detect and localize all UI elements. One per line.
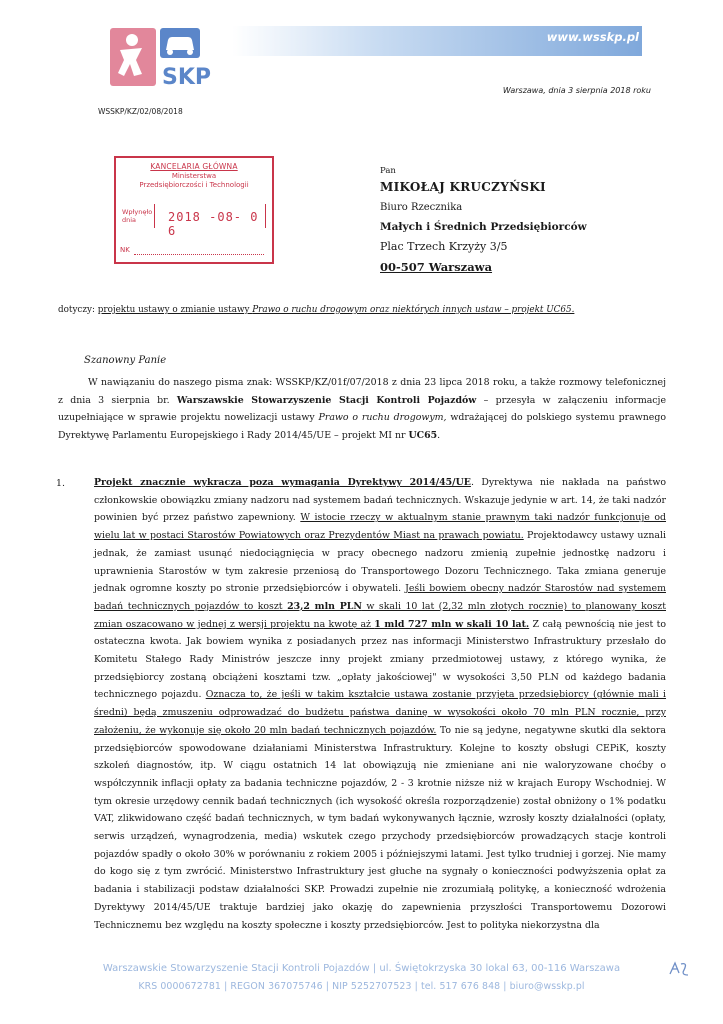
website-link[interactable]: www.wsskp.pl bbox=[546, 30, 639, 44]
reference-number: WSSKP/KZ/02/08/2018 bbox=[98, 107, 183, 116]
point-number: 1. bbox=[56, 478, 65, 489]
stamp-nk: NK bbox=[120, 246, 130, 254]
subject-line bbox=[58, 305, 574, 315]
place-date: Warszawa, dnia 3 sierpnia 2018 roku bbox=[502, 86, 651, 95]
intro-paragraph: W nawiązaniu do naszego pisma znak: WSSKP/KZ/01f/07/2018 z dnia 23 lipca 2018 roku, a także rozmowy telefonicznej z dnia 3 sierpnia br. Warszawskie Stowarzyszenie Stacji Kontroli Pojazdów – przesyła w załączeniu informacje uzupełniające w sprawie projektu nowelizacji ustawy Prawo o ruchu drogowym, wdrażającej do polskiego systemu prawnego Dyrektywę Parlamentu Europejskiego i Rady 2014/45/UE – projekt MI nr UC65. bbox=[58, 377, 667, 441]
addressee-street: Plac Trzech Krzyży 3/5 bbox=[380, 240, 508, 253]
footer-registry: KRS 0000672781 | REGON 367075746 | NIP 5252707523 | tel. 517 676 848 | biuro@wsskp.pl bbox=[138, 981, 585, 992]
footer-address: Warszawskie Stowarzyszenie Stacji Kontroli Pojazdów | ul. Świętokrzyska 30 lokal 63, 00-116 Warszawa bbox=[102, 963, 621, 974]
subject-act: Prawo o ruchu drogowym oraz niektórych innych ustaw – projekt UC65. bbox=[252, 305, 575, 315]
addressee-salutation: Pan bbox=[380, 166, 396, 176]
addressee-name: MIKOŁAJ KRUCZYŃSKI bbox=[380, 180, 546, 194]
subject-title: projektu ustawy o zmianie ustawy bbox=[97, 305, 253, 315]
stamp-nk-line bbox=[134, 254, 264, 255]
stamp-ministry: Ministerstwa bbox=[171, 172, 217, 180]
stamp-received-label: Wpłynęło dnia bbox=[122, 208, 153, 224]
stamp-ministry-name: Przedsiębiorczości i Technologii bbox=[139, 181, 249, 189]
initials-signature bbox=[668, 960, 690, 978]
addressee-city: 00-507 Warszawa bbox=[380, 260, 493, 274]
logo-text: SKP bbox=[162, 65, 212, 90]
stamp-office: KANCELARIA GŁÓWNA bbox=[150, 162, 238, 171]
point-1-paragraph: Projekt znacznie wykracza poza wymagania Dyrektywy 2014/45/UE. Dyrektywa nie nakłada na państwo członkowskie obowiązku zmiany nadzoru nad systemem badań technicznych. Wskazuje jedynie w art. 14, że taki nadzór powinien być przez państwo zapewniony. W istocie rzeczy w aktualnym stanie prawnym taki nadzór funkcjonuje od wielu lat w postaci Starostów Powiatowych oraz Prezydentów Miast na prawach powiatu. Projektodawcy ustawy uznali jednak, że zamiast usunąć niedociągnięcia w pracy obecnego nadzoru zmienią zupełnie jednostkę nadzoru i uprawnienia Starostów w tym zakresie przeniosą do Transportowego Dozoru Technicznego. Taka zmiana generuje jednak ogromne koszty po stronie przedsiębiorców i obywateli. Jeśli bowiem obecny nadzór Starostów nad systemem badań technicznych pojazdów to koszt 23,2 mln PLN w skali 10 lat (2,32 mln złotych rocznie) to planowany koszt zmian oszacowano w jednej z wersji projektu na kwotę aż 1 mld 727 mln w skali 10 lat. Z całą pewnością nie jest to ostateczna kwota. Jak bowiem wynika z posiadanych przez nas informacji Ministerstwo Infrastruktury przesłało do Komitetu Stałego Rady Ministrów jeszcze inny projekt zmiany przedmiotowej ustawy, z którego wynika, że przedsiębiorcy zostaną obciążeni kosztami tzw. „opłaty jakościowej" w wysokości 3,50 PLN od każdego badania technicznego pojazdu. Oznacza to, że jeśli w takim kształcie ustawa zostanie przyjęta przedsiębiorcy (głównie mali i średni) będą zmuszeniu odprowadzać do budżetu państwa daninę w wysokości około 70 mln PLN rocznie, przy założeniu, że wykonuje się około 20 mln badań technicznych pojazdów. To nie są jedyne, negatywne skutki dla sektora przedsiębiorców spowodowane działaniami Ministerstwa Infrastruktury. Kolejne to koszty obsługi CEPiK, koszty szkoleń diagnostów, itp. W ciągu ostatnich 14 lat obowiązują nie zmieniane ani nie waloryzowane choćby o współczynnik inflacji opłaty za badania techniczne pojazdów, 2 - 3 krotnie niższe niż w krajach Europy Wschodniej. W tym okresie urzędowy cennik badań technicznych (ich wysokość określa rozporządzenie) został obniżony o 1% podatku VAT, zlikwidowano część badań technicznych, w tym badań wykonywanych łącznie, wzrosły koszty działalności (opłaty, serwis urządzeń, wynagrodzenia, media) wskutek czego przychody przedsiębiorców prowadzących stacje kontroli pojazdów spadły o około 30% w porównaniu z rokiem 2005 i późniejszymi latami. Jest tylko trudniej i gorzej. Nie mamy do kogo się z tym zwrócić. Ministerstwo Infrastruktury jest głuche na sygnały o konieczności podwyższenia opłat za badania i stabilizacji podstaw działalności SKP. Prowadzi zupełnie nie zrozumiałą politykę, a konieczność wdrożenia Dyrektywy 2014/45/UE traktuje bardziej jako okazję do zapewnienia przyszłości Transportowemu Dozorowi Technicznemu bez względu na koszty społeczne i koszty przedsiębiorców. Jest to polityka niekorzystna dla bbox=[94, 477, 667, 931]
addressee-office: Biuro Rzecznika bbox=[380, 202, 463, 213]
addressee-office-name: Małych i Średnich Przedsiębiorców bbox=[380, 221, 587, 233]
received-stamp bbox=[114, 156, 274, 264]
subject-prefix: dotyczy: bbox=[58, 305, 98, 315]
stamp-date: 2018 -08- 0 6 bbox=[168, 210, 259, 238]
skp-logo bbox=[108, 26, 220, 90]
greeting: Szanowny Panie bbox=[84, 355, 167, 366]
